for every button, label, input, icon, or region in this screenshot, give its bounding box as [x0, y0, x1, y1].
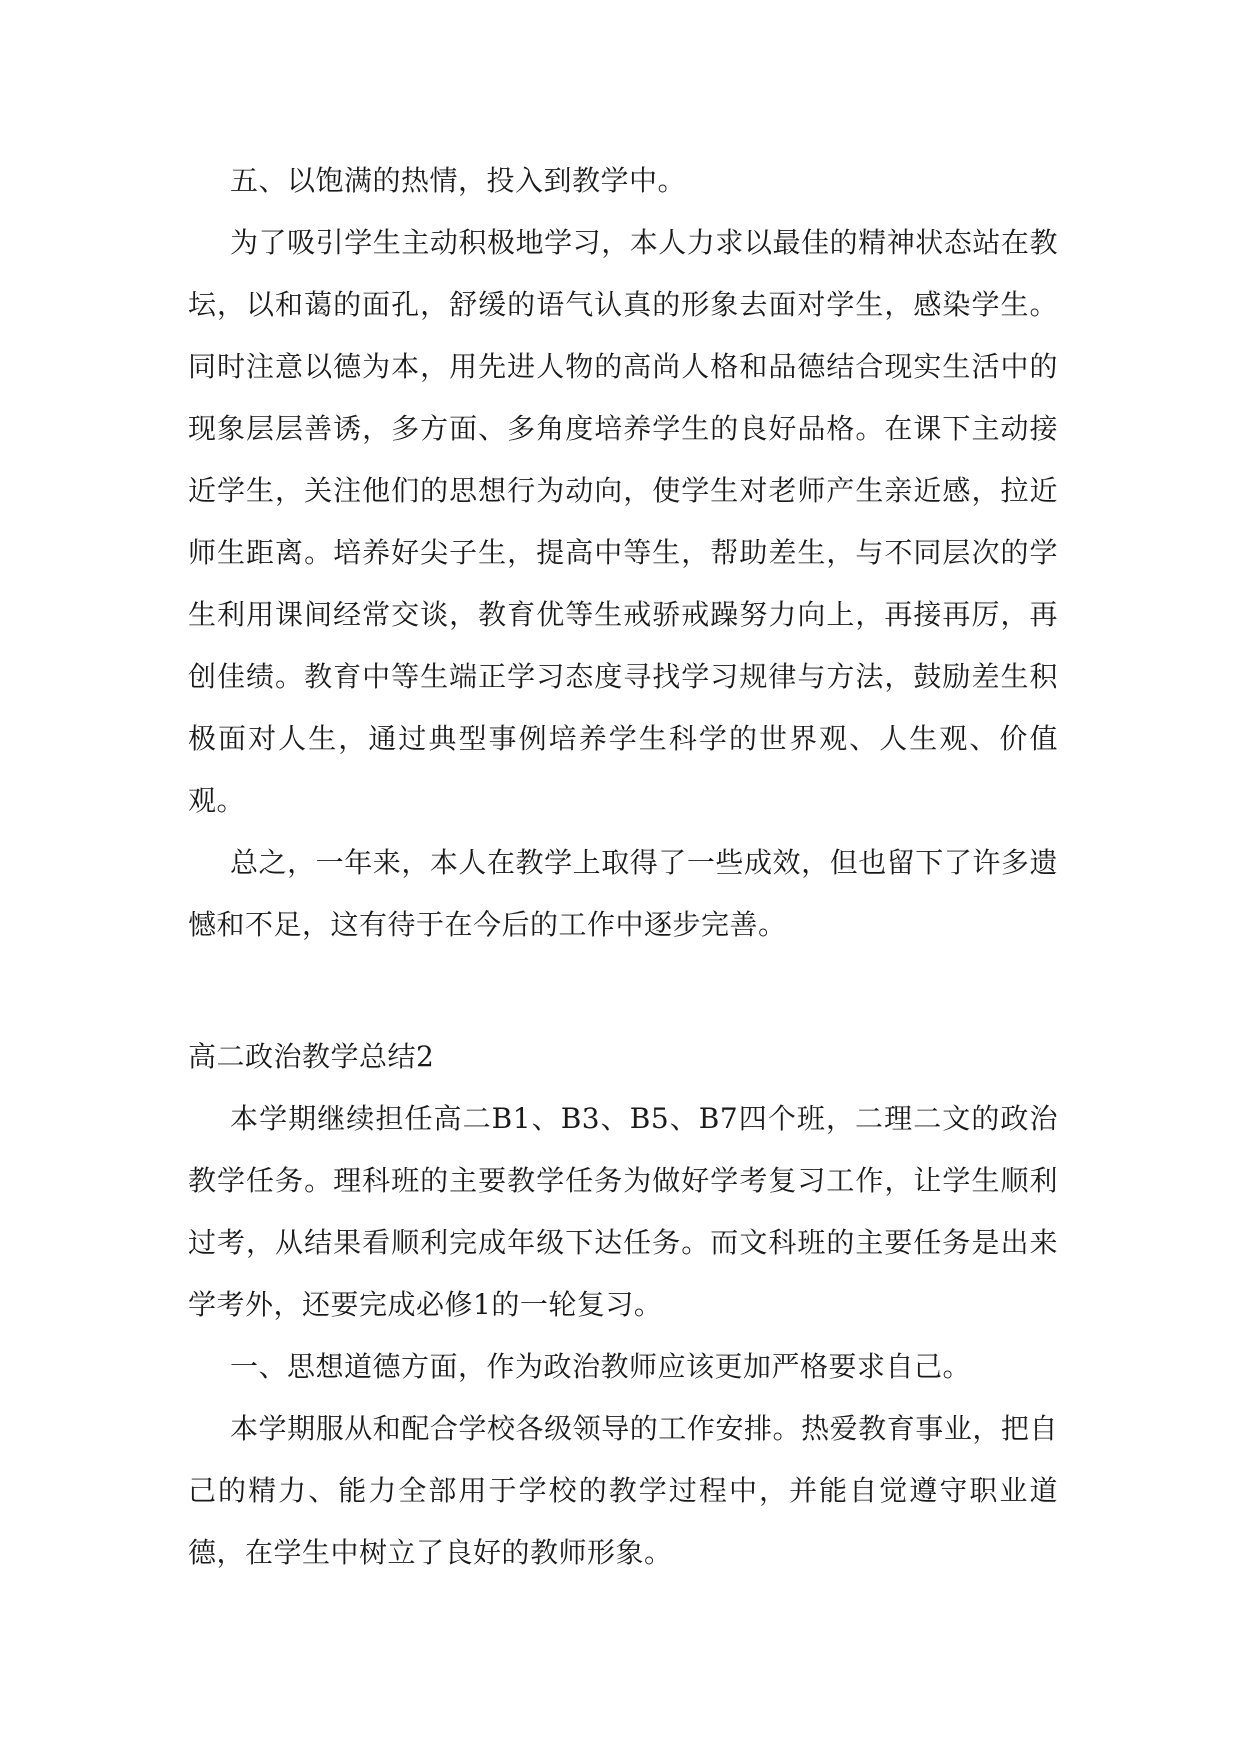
section-gap — [188, 956, 1058, 1026]
section-heading-five: 五、以饱满的热情，投入到教学中。 — [230, 164, 687, 197]
paragraph-teaching-enthusiasm: 为了吸引学生主动积极地学习，本人力求以最佳的精神状态站在教坛，以和蔼的面孔，舒缓的语气认真的形象去面对学生，感染学生。同时注意以德为本，用先进人物的高尚人格和品德结合现实生活中的现象层层善诱，多方面、多角度培养学生的良好品格。在课下主动接近学生，关注他们的思想行为动向，使学生对老师产生亲近感，拉近师生距离。培养好尖子生，提高中等生，帮助差生，与不同层次的学生利用课间经常交谈，教育优等生戒骄戒躁努力向上，再接再厉，再创佳绩。教育中等生端正学习态度寻找学习规律与方法，鼓励差生积极面对人生，通过典型事例培养学生科学的世界观、人生观、价值观。 — [188, 226, 1058, 817]
paragraph-moral-conduct: 本学期服从和配合学校各级领导的工作安排。热爱教育事业，把自己的精力、能力全部用于学校的教学过程中，并能自觉遵守职业道德，在学生中树立了良好的教师形象。 — [188, 1412, 1058, 1569]
document-title-2: 高二政治教学总结2 — [188, 1040, 435, 1073]
paragraph-semester-duties: 本学期继续担任高二B1、B3、B5、B7四个班，二理二文的政治教学任务。理科班的主要教学任务为做好学考复习工作，让学生顺利过考，从结果看顺利完成年级下达任务。而文科班的主要任务是出来学考外，还要完成必修1的一轮复习。 — [188, 1102, 1058, 1321]
paragraph-summary: 总之，一年来，本人在教学上取得了一些成效，但也留下了许多遗憾和不足，这有待于在今后的工作中逐步完善。 — [188, 846, 1058, 941]
section-heading-one: 一、思想道德方面，作为政治教师应该更加严格要求自己。 — [230, 1350, 972, 1383]
document-body — [188, 150, 1058, 1584]
